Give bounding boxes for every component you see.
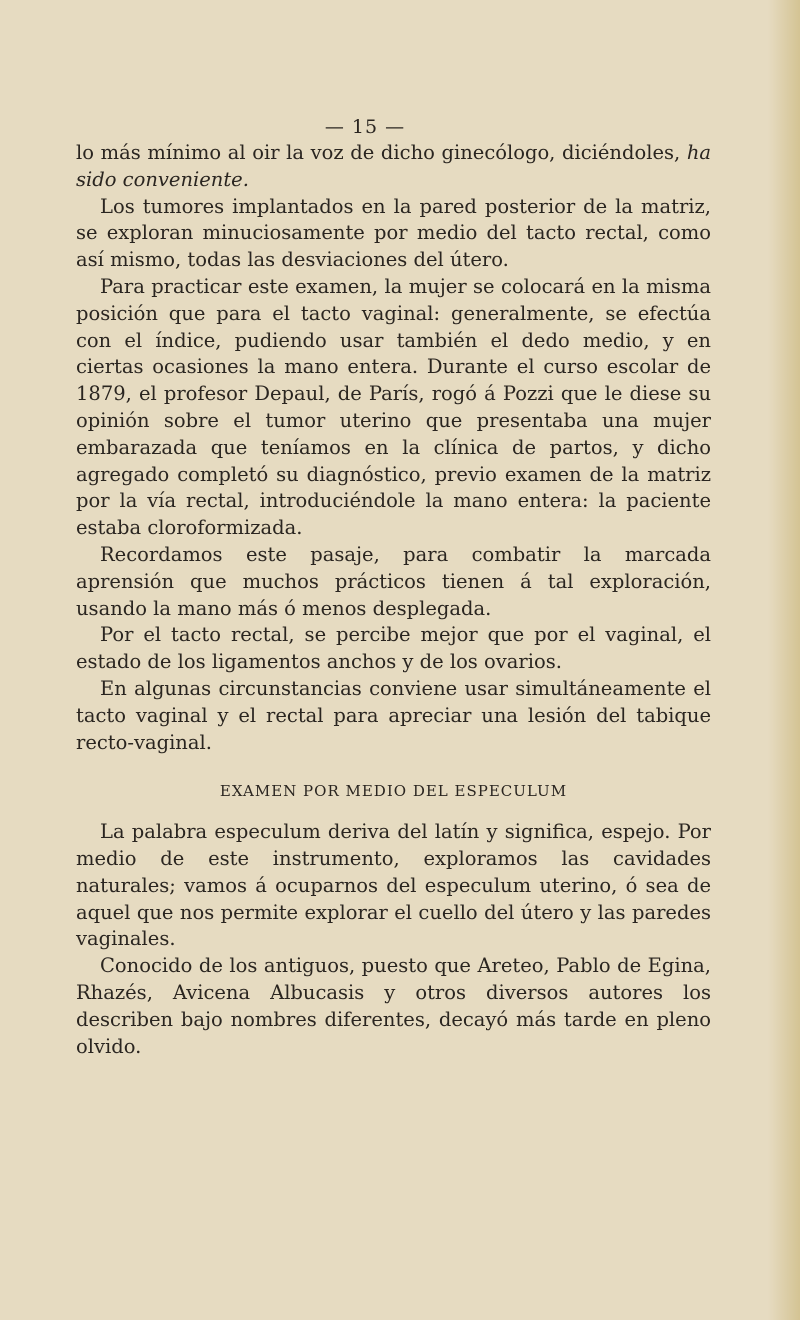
- section-paragraph-2: Conocido de los antiguos, puesto que Areteo, Pablo de Egina, Rhazés, Avicena Albucasis y otros diversos autores los describen bajo nombres diferentes, decayó más tarde en pleno olvido.: [76, 954, 711, 1058]
- paragraph-6: En algunas circunstancias conviene usar simultáneamente el tacto vaginal y el rectal para apreciar una lesión del tabique recto-vaginal.: [76, 676, 711, 754]
- paragraph-1-italic: ha sido conveniente.: [76, 141, 711, 191]
- paragraph-2: Los tumores implantados en la pared posterior de la matriz, se exploran minuciosamente por medio del tacto rectal, como así mismo, todas las desviaciones del útero.: [76, 194, 711, 272]
- paragraph-1-text: lo más mínimo al oir la voz de dicho ginecólogo, diciéndoles,: [76, 141, 687, 164]
- section-heading: EXAMEN POR MEDIO DEL ESPECULUM: [219, 782, 568, 801]
- paragraph-5: Por el tacto rectal, se percibe mejor que por el vaginal, el estado de los ligamentos anchos y de los ovarios.: [76, 623, 711, 674]
- section-paragraph-1: La palabra especulum deriva del latín y significa, espejo. Por medio de este instrumento, exploramos las cavidades naturales; vamos á ocuparnos del especulum uterino, ó sea de aquel que nos permite explorar el cuello del útero y las paredes vaginales.: [76, 820, 711, 951]
- body-text: [76, 140, 711, 1060]
- page-number: — 15 —: [324, 116, 406, 138]
- paragraph-4: Recordamos este pasaje, para combatir la marcada aprensión que muchos prácticos tienen á tal exploración, usando la mano más ó menos desplegada.: [76, 542, 711, 620]
- paragraph-1: [76, 140, 711, 194]
- paragraph-3: Para practicar este examen, la mujer se colocará en la misma posición que para el tacto vaginal: generalmente, se efectúa con el índice, pudiendo usar también el dedo medio, y en ciertas ocasiones la mano entera. Durante el curso escolar de 1879, el profesor Depaul, de París, rogó á Pozzi que le diese su opinión sobre el tumor uterino que presentaba una mujer embarazada que teníamos en la clínica de partos, y dicho agregado completó su diagnóstico, previo examen de la matriz por la vía rectal, introduciéndole la mano entera: la paciente estaba cloroformizada.: [76, 274, 711, 540]
